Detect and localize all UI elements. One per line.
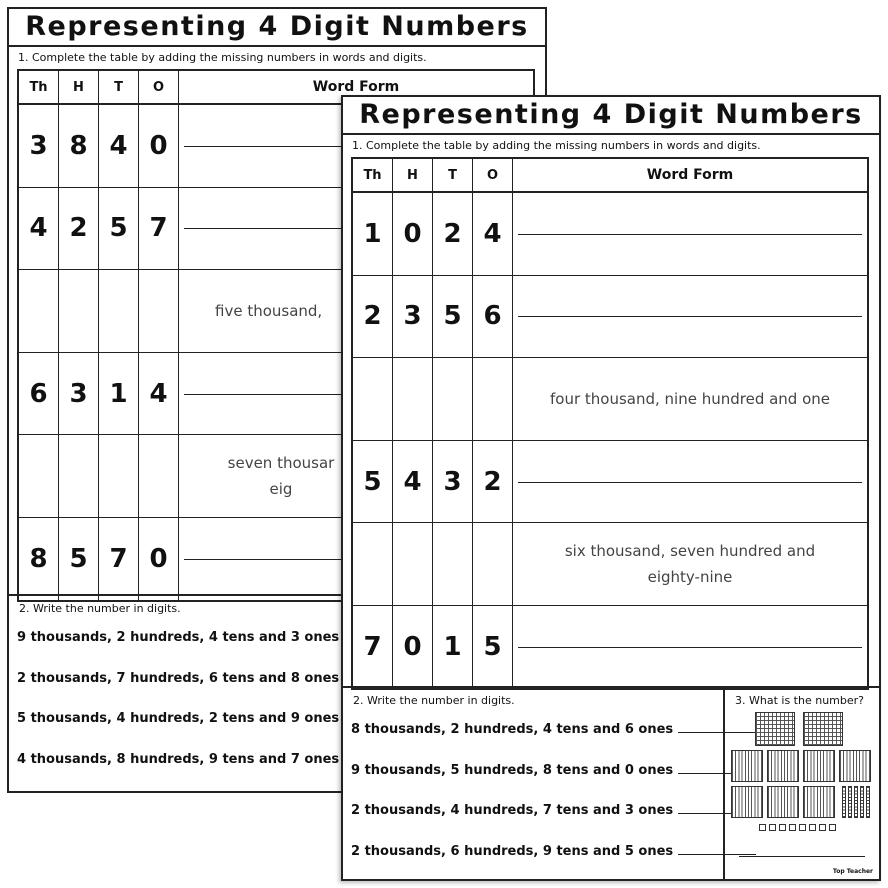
answer-line <box>518 647 862 648</box>
table-row <box>353 606 867 688</box>
digit-cell[interactable] <box>473 523 513 605</box>
question-2-label: 2. Write the number in digits. <box>19 602 181 615</box>
digit-cell[interactable]: 0 <box>393 606 433 688</box>
word-form-cell[interactable] <box>513 276 867 358</box>
what-is-the-number-section <box>723 688 879 879</box>
q2-item <box>343 791 723 832</box>
answer-line <box>518 316 862 317</box>
table-row <box>353 523 867 606</box>
hundred-flat-icon <box>839 750 871 782</box>
q2-text: 5 thousands, 4 hundreds, 2 tens and 9 ones <box>17 711 340 726</box>
table-row <box>353 276 867 359</box>
header-tens: T <box>433 159 473 191</box>
digit-cell[interactable]: 1 <box>433 606 473 688</box>
digit-cell[interactable] <box>393 523 433 605</box>
answer-line[interactable] <box>739 856 865 857</box>
digit-cell[interactable] <box>353 358 393 440</box>
ten-rod-icon <box>854 786 858 818</box>
q2-item <box>343 710 723 751</box>
digit-cell[interactable]: 0 <box>393 193 433 275</box>
one-unit-icon <box>819 824 826 831</box>
digit-cell[interactable] <box>19 435 59 517</box>
table-row <box>353 441 867 524</box>
header-hundreds: H <box>59 71 99 103</box>
one-unit-icon <box>789 824 796 831</box>
ten-rod-icon <box>860 786 864 818</box>
q2-text: 2 thousands, 7 hundreds, 6 tens and 8 ones <box>17 670 340 686</box>
word-form-cell: seven thousar eig <box>227 454 335 499</box>
one-unit-icon <box>799 824 806 831</box>
word-form-cell: four thousand, nine hundred and one <box>549 389 831 408</box>
q2-text: 4 thousands, 8 hundreds, 9 tens and 7 ones <box>17 751 340 767</box>
digit-cell[interactable]: 5 <box>473 606 513 688</box>
digit-cell[interactable]: 3 <box>59 353 99 435</box>
q2-text: 2 thousands, 4 hundreds, 7 tens and 3 ones <box>351 803 674 818</box>
hundred-flat-icon <box>767 786 799 818</box>
digit-cell[interactable]: 4 <box>473 193 513 275</box>
digit-cell[interactable] <box>99 435 139 517</box>
digit-cell[interactable]: 7 <box>139 188 179 270</box>
header-word-form: Word Form <box>312 79 400 95</box>
worksheet-title: Representing 4 Digit Numbers <box>343 97 879 135</box>
table-row <box>353 358 867 441</box>
digit-cell[interactable]: 0 <box>139 518 179 600</box>
digit-cell[interactable]: 2 <box>433 193 473 275</box>
worksheet-front <box>341 95 881 881</box>
digit-cell[interactable]: 5 <box>59 518 99 600</box>
hundred-flat-icon <box>767 750 799 782</box>
digit-cell[interactable] <box>59 435 99 517</box>
brand-logo: Top Teacher <box>832 868 873 875</box>
digit-cell[interactable]: 5 <box>433 276 473 358</box>
table-header <box>353 159 867 193</box>
q2-text: 8 thousands, 2 hundreds, 4 tens and 6 ones <box>351 722 674 737</box>
question-3-label: 3. What is the number? <box>735 694 864 707</box>
instruction-1: 1. Complete the table by adding the missing numbers in words and digits. <box>352 139 761 152</box>
hundred-flat-icon <box>803 750 835 782</box>
header-word-form: Word Form <box>646 167 734 183</box>
thousand-cube-icon <box>755 712 795 746</box>
digit-cell[interactable] <box>393 358 433 440</box>
hundred-flat-icon <box>731 750 763 782</box>
digit-cell[interactable]: 6 <box>19 353 59 435</box>
one-unit-icon <box>769 824 776 831</box>
word-form-cell: five thousand, <box>215 301 323 320</box>
digit-cell[interactable]: 6 <box>473 276 513 358</box>
digit-cell[interactable]: 5 <box>99 188 139 270</box>
header-ones: O <box>473 159 513 191</box>
word-form-cell[interactable] <box>513 441 867 523</box>
header-thousands: Th <box>353 159 393 191</box>
digit-cell[interactable] <box>139 270 179 352</box>
q2-item <box>343 751 723 792</box>
one-unit-icon <box>779 824 786 831</box>
digit-cell[interactable]: 4 <box>99 105 139 187</box>
digit-cell[interactable]: 8 <box>19 518 59 600</box>
digit-cell[interactable] <box>59 270 99 352</box>
hundred-flat-icon <box>803 786 835 818</box>
digit-cell[interactable] <box>99 270 139 352</box>
answer-line <box>518 482 862 483</box>
write-digits-section <box>343 688 723 879</box>
q2-item <box>343 832 723 873</box>
digit-cell[interactable] <box>433 358 473 440</box>
digit-cell[interactable]: 2 <box>473 441 513 523</box>
place-value-table <box>351 157 869 690</box>
digit-cell[interactable]: 4 <box>19 188 59 270</box>
thousand-cube-icon <box>803 712 843 746</box>
ten-rod-icon <box>848 786 852 818</box>
digit-cell[interactable]: 4 <box>139 353 179 435</box>
header-tens: T <box>99 71 139 103</box>
hundred-flat-icon <box>731 786 763 818</box>
answer-line <box>518 234 862 235</box>
lower-section <box>343 686 879 879</box>
digit-cell[interactable]: 3 <box>393 276 433 358</box>
ten-rod-icon <box>842 786 846 818</box>
table-row <box>353 193 867 276</box>
digit-cell[interactable]: 1 <box>353 193 393 275</box>
q2-text: 9 thousands, 5 hundreds, 8 tens and 0 ones <box>351 762 674 778</box>
one-unit-icon <box>759 824 766 831</box>
instruction-1: 1. Complete the table by adding the missing numbers in words and digits. <box>18 51 427 64</box>
word-form-cell[interactable] <box>513 606 867 688</box>
digit-cell[interactable]: 1 <box>99 353 139 435</box>
digit-cell[interactable] <box>19 270 59 352</box>
digit-cell[interactable]: 8 <box>59 105 99 187</box>
digit-cell[interactable] <box>473 358 513 440</box>
digit-cell[interactable]: 2 <box>59 188 99 270</box>
digit-cell[interactable] <box>353 523 393 605</box>
digit-cell[interactable]: 4 <box>393 441 433 523</box>
header-hundreds: H <box>393 159 433 191</box>
q2-text: 2 thousands, 6 hundreds, 9 tens and 5 ones <box>351 843 674 859</box>
header-ones: O <box>139 71 179 103</box>
digit-cell[interactable]: 0 <box>139 105 179 187</box>
digit-cell[interactable]: 5 <box>353 441 393 523</box>
digit-cell[interactable]: 7 <box>353 606 393 688</box>
one-unit-icon <box>829 824 836 831</box>
digit-cell[interactable]: 7 <box>99 518 139 600</box>
digit-cell[interactable]: 3 <box>19 105 59 187</box>
header-thousands: Th <box>19 71 59 103</box>
word-form-cell[interactable] <box>513 193 867 275</box>
digit-cell[interactable] <box>139 435 179 517</box>
word-form-cell: six thousand, seven hundred and eighty-nine <box>564 542 816 587</box>
digit-cell[interactable]: 3 <box>433 441 473 523</box>
one-unit-icon <box>809 824 816 831</box>
q2-text: 9 thousands, 2 hundreds, 4 tens and 3 ones <box>17 630 340 645</box>
ten-rod-icon <box>866 786 870 818</box>
digit-cell[interactable]: 2 <box>353 276 393 358</box>
worksheet-title: Representing 4 Digit Numbers <box>9 9 545 47</box>
digit-cell[interactable] <box>433 523 473 605</box>
question-2-label: 2. Write the number in digits. <box>353 694 515 707</box>
